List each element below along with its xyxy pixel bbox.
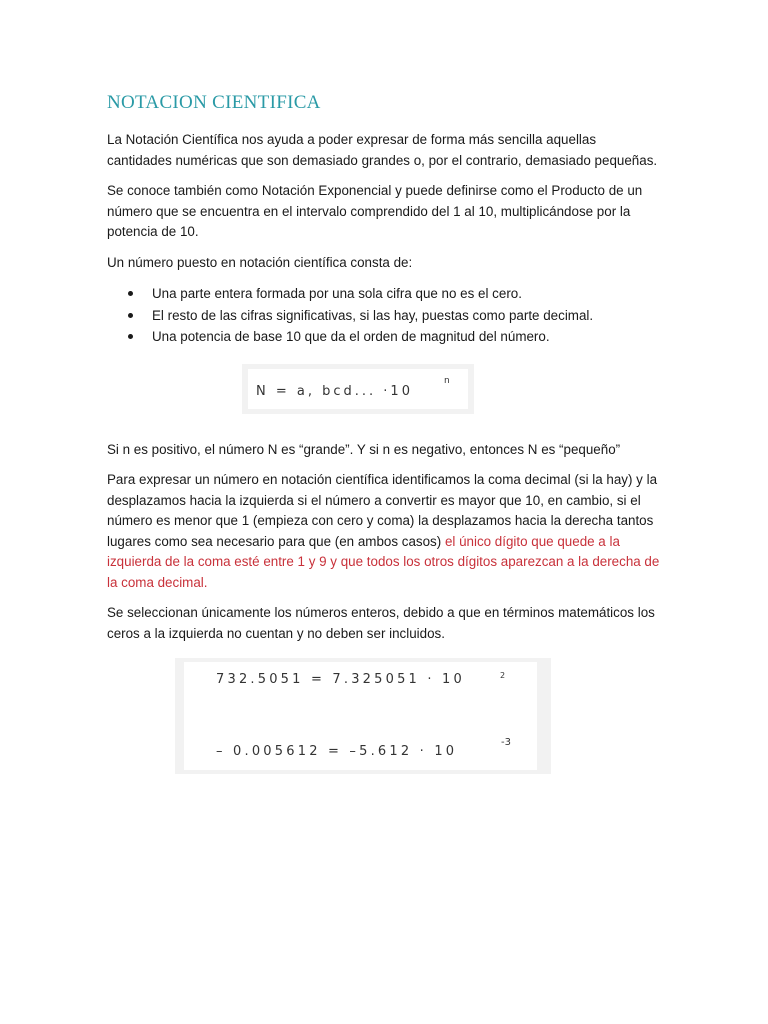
paragraph-integers: Se seleccionan únicamente los números enteros, debido a que en términos matemáticos los ceros a la izquierda no cuentan y no deben ser incluidos. (107, 605, 655, 641)
list-item-text: Una potencia de base 10 que da el orden de magnitud del número. (152, 329, 550, 344)
general-formula-base: N = a, bcd... ·10 (256, 383, 413, 399)
paragraph-intro: La Notación Científica nos ayuda a poder expresar de forma más sencilla aquellas cantidades numéricas que son demasiado grandes o, por el contrario, demasiado pequeñas. (107, 132, 658, 168)
example-1-exponent: 2 (500, 671, 506, 680)
list-item (107, 326, 663, 348)
list-item-text: El resto de las cifras significativas, si las hay, puestas como parte decimal. (152, 307, 594, 323)
procedure-text: Para expresar un número en notación científica identificamos la coma decimal (si la hay) y la desplazamos hacia la izquierda si el número a convertir es mayor que 10, en cambio, si el número es menor que 1 (empieza con cero y coma) la desplazamos hacia la derecha tantos lugares como sea necesario para que (en ambos casos) (107, 472, 658, 549)
general-formula-box (242, 364, 474, 414)
paragraph-procedure (107, 470, 663, 593)
bullet-icon (128, 313, 133, 318)
list-item (107, 305, 663, 327)
general-formula-image (248, 369, 468, 409)
bullet-icon (128, 334, 133, 339)
list-item (107, 283, 663, 305)
examples-box (175, 658, 551, 774)
list-item-text: Una parte entera formada por una sola cifra que no es el cero. (152, 286, 522, 301)
procedure-highlight: el único dígito que quede a la izquierda de la coma esté entre 1 y 9 y que todos los otros dígitos aparezcan a la derecha de la coma decimal. (107, 533, 660, 590)
components-list (107, 283, 663, 348)
paragraph-definition: Se conoce también como Notación Exponencial y puede definirse como el Producto de un número que se encuentra en el intervalo comprendido del 1 al 10, multiplicándose por la potencia de 10. (107, 183, 643, 239)
paragraph-sign-rule: Si n es positivo, el número N es “grande”. Y si n es negativo, entonces N es “pequeño” (107, 441, 621, 457)
example-1-expression: 732.5051 = 7.325051 · 10 (216, 672, 465, 687)
example-2-expression: – 0.005612 = –5.612 · 10 (216, 744, 458, 759)
examples-image (184, 662, 537, 770)
page-title: NOTACION CIENTIFICA (107, 92, 321, 113)
paragraph-consists-of: Un número puesto en notación científica consta de: (107, 254, 413, 270)
example-2-exponent: -3 (501, 737, 511, 748)
bullet-icon (128, 291, 133, 296)
general-formula-exponent: n (444, 375, 450, 386)
document-content (107, 92, 663, 774)
